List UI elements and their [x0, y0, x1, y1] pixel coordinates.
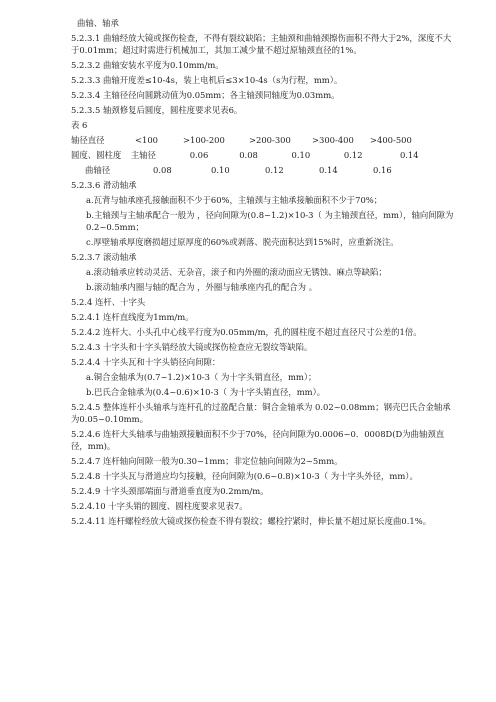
list-item: b.巴氏合金轴承为(0.4~0.6)×10-3（ 为十字头销直径，mm）。 [86, 387, 326, 397]
paragraph-5-2-4-9: 5.2.4.9 十字头颈部端面与滑道垂直度为0.2mm/m。 [71, 486, 269, 496]
table-cell: >400-500 [370, 135, 412, 145]
paragraph-5-2-4-1: 5.2.4.1 连杆直线度为1mm/m。 [71, 312, 194, 322]
paragraph-5-2-3-3: 5.2.3.3 曲轴开度差≤10-4s，装上电机后≤3×10-4s（s为行程，mm）。 [71, 75, 343, 85]
table-cell: 0.10 [211, 165, 230, 175]
table-cell: 轴径直径 [71, 135, 105, 145]
list-item: a.铜合金轴承为(0.7~1.2)×10-3（ 为十字头销直径，mm）； [86, 372, 317, 382]
table-cell: 0.14 [399, 150, 419, 160]
table-cell: 主轴径 [130, 150, 156, 160]
list-item: b.滚动轴承内圈与轴的配合为 ，外圈与轴承座内孔的配合为 。 [86, 282, 318, 292]
paragraph-5-2-4-3: 5.2.4.3 十字头和十字头销经放大镜或探伤检查应无裂纹等缺陷。 [71, 342, 313, 352]
paragraph-5-2-3-2: 5.2.3.2 曲轴安装水平度为0.10mm/m。 [71, 60, 224, 70]
table-cell: 0.06 [189, 150, 209, 160]
paragraph-5-2-4: 5.2.4 连杆、十字头 [71, 297, 146, 307]
table-cell: 0.16 [373, 165, 392, 175]
paragraph-5-2-3-5: 5.2.3.5 轴颈修复后圆度，圆柱度要求见表6。 [71, 105, 243, 115]
table-cell: >100-200 [183, 135, 225, 145]
table-cell: 0.12 [343, 150, 363, 160]
table-cell: <100 [135, 135, 159, 145]
paragraph-5-2-4-7: 5.2.4.7 连杆轴向间隙一般为0.30~1mm；非定位轴向间隙为2~5mm。 [71, 456, 343, 466]
paragraph-5-2-4-6: 5.2.4.6 连杆大头轴承与曲轴颈接触面积不少于70%，径向间隙为0.0006~0．0008D(D为曲轴颈直径，mm)。 [71, 429, 445, 451]
table-title: 表 6 [71, 120, 88, 130]
table-cell: 0.10 [291, 150, 311, 160]
table-cell: 0.08 [239, 150, 258, 160]
table-cell: 0.14 [319, 165, 338, 175]
table-cell: 曲轴径 [85, 165, 111, 175]
paragraph-5-2-3-4: 5.2.3.4 主轴径径向圆跳动值为0.05mm；各主轴颈同轴度为0.03mm。 [71, 90, 340, 100]
table-row [71, 149, 456, 161]
table-cell: >200-300 [249, 135, 291, 145]
list-item: a.瓦背与轴承座孔接触面积不少于60%，主轴颈与主轴承接触面积不少于70%； [86, 195, 383, 205]
paragraph-5-2-4-5: 5.2.4.5 整体连杆小头轴承与连杆孔的过盈配合量：铜合金轴承为 0.02~0.08mm；钢壳巴氏合金轴承为0.05~0.10mm。 [71, 402, 451, 424]
paragraph-5-2-4-8: 5.2.4.8 十字头瓦与滑道应均匀接触，径向间隙为(0.6~0.8)×10-3（ 为十字头外径，mm）。 [71, 471, 418, 481]
table-cell: >300-400 [312, 135, 354, 145]
table-cell: 圆度、圆柱度 [71, 150, 122, 160]
section-heading: 曲轴、轴承 [77, 18, 119, 28]
list-item: c.厚壁轴承厚度磨损超过原厚度的60%或剥落、脱壳面积达到15%时，应重新浇注。 [86, 237, 399, 247]
paragraph-5-2-3-7: 5.2.3.7 滚动轴承 [71, 252, 137, 262]
table-cell: 0.12 [265, 165, 284, 175]
list-item: a.滚动轴承应转动灵活、无杂音，滚子和内外圈的滚动面应无锈蚀、麻点等缺陷； [86, 267, 387, 277]
paragraph-5-2-4-11: 5.2.4.11 连杆螺栓经放大镜或探伤检查不得有裂纹；螺栓拧紧时，伸长量不超过原长度曲0.1%。 [71, 516, 432, 526]
paragraph-5-2-4-2: 5.2.4.2 连杆大、小头孔中心线平行度为0.05mm/m，孔的圆柱度不超过直径尺寸公差的1倍。 [71, 327, 422, 337]
paragraph-5-2-4-4: 5.2.4.4 十字头瓦和十字头销径向间隙： [71, 357, 221, 367]
table-header-row [71, 134, 456, 146]
list-item: b.主轴颈与主轴承配合一般为 ，径向间隙为(0.8~1.2)×10-3（ 为主轴颈直径，mm），轴向间隙为0.2~0.5mm； [86, 210, 454, 232]
paragraph-5-2-3-6: 5.2.3.6 滑动轴承 [71, 180, 137, 190]
paragraph-5-2-4-10: 5.2.4.10 十字头销的圆度、圆柱度要求见表7。 [71, 501, 248, 511]
table-cell: 0.08 [153, 165, 172, 175]
table-row [71, 164, 456, 176]
paragraph-5-2-3-1: 5.2.3.1 曲轴经放大镜或探伤检查，不得有裂纹缺陷；主轴颈和曲轴颈擦伤面积不得大于2%，深度不大于0.01mm；超过时需进行机械加工，其加工减少量不超过原轴颈直径的1%。 [71, 33, 452, 55]
